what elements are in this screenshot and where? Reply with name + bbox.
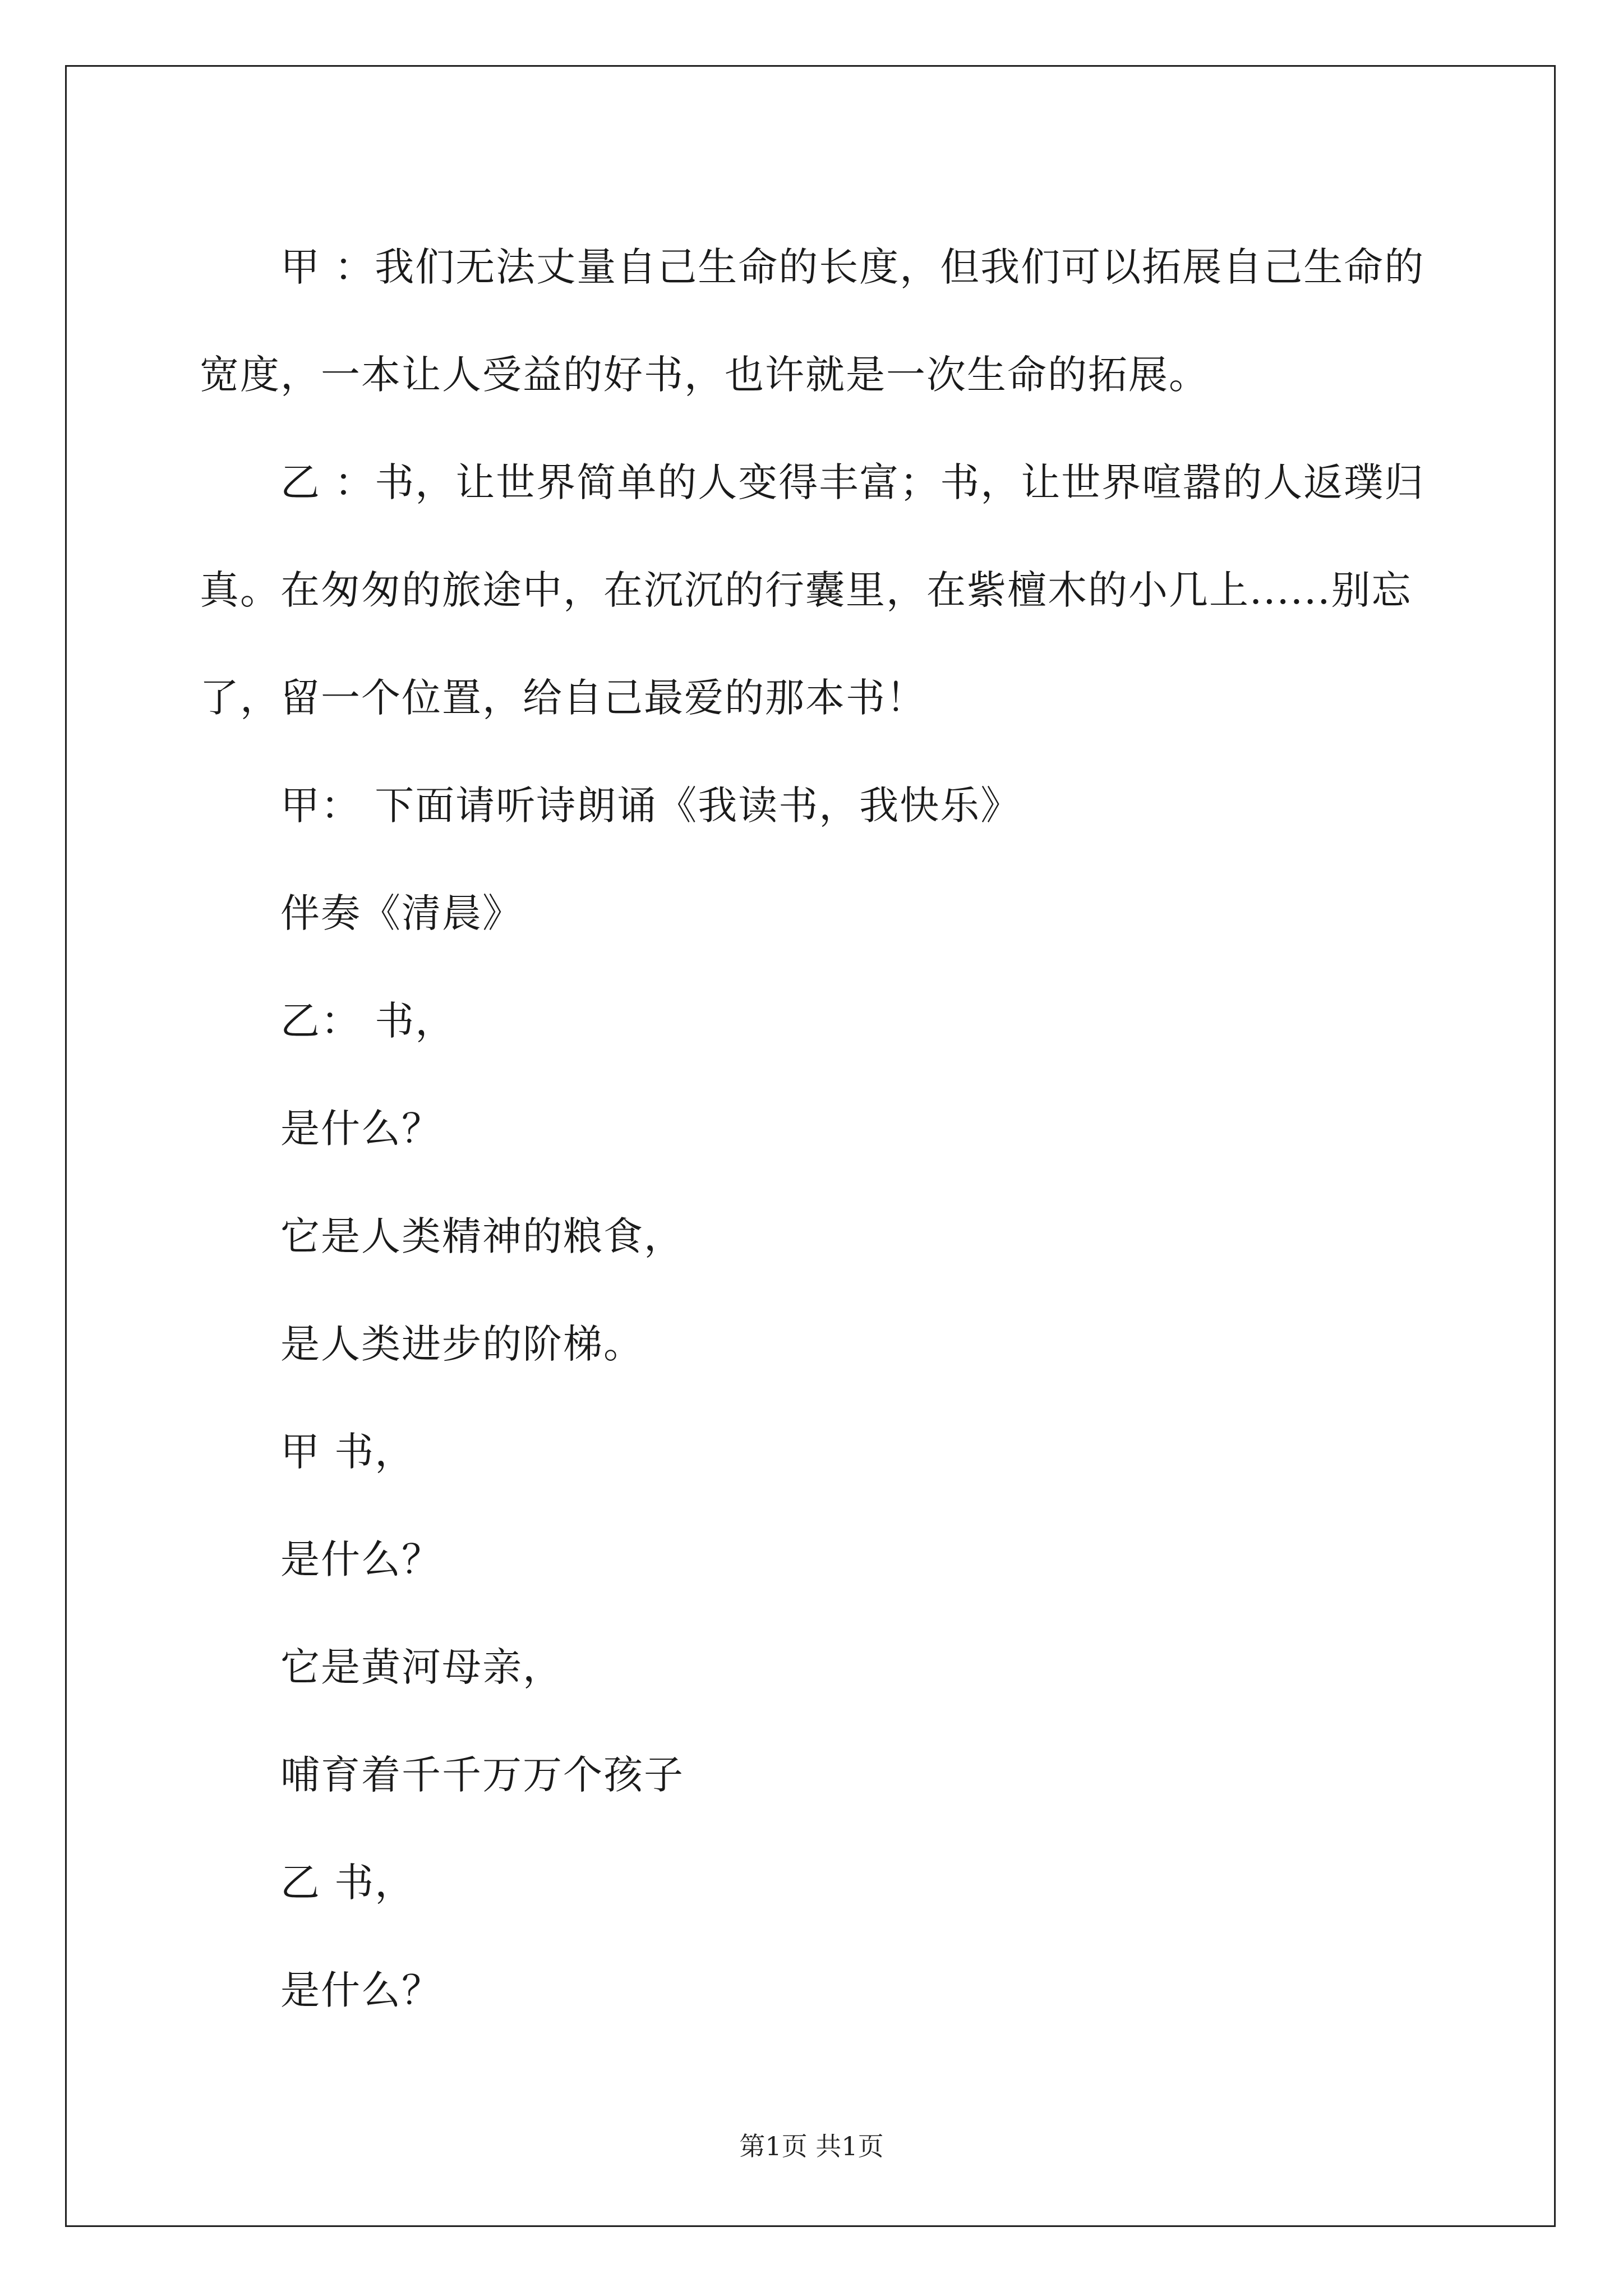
text-line: 甲 书， bbox=[280, 1429, 416, 1475]
text-line: 是什么？ bbox=[280, 1106, 442, 1152]
text-line: 乙： 书， bbox=[280, 998, 456, 1044]
page-footer: 第1页 共1页 bbox=[739, 2131, 884, 2161]
text-line: 哺育着千千万万个孩子 bbox=[280, 1752, 684, 1798]
paragraph-jia-opening: 甲 ：我们无法丈量自己生命的长度，但我们可以拓展自己生命的宽度，一本让人受益的好书，也许就是一次生命的拓展。 bbox=[200, 244, 1425, 398]
text-line: 是人类进步的阶梯。 bbox=[280, 1321, 644, 1367]
text-line: 它是黄河母亲， bbox=[280, 1644, 563, 1690]
text-line: 乙 书， bbox=[280, 1860, 416, 1906]
paragraph-yi-opening: 乙 ：书，让世界简单的人变得丰富；书，让世界喧嚣的人返璞归真。在匆匆的旅途中，在沉沉的行囊里，在紫檀木的小几上......别忘了，留一个位置，给自己最爱的那本书！ bbox=[200, 459, 1425, 721]
text-line: 伴奏《清晨》 bbox=[280, 890, 523, 936]
text-line: 是什么？ bbox=[280, 1536, 442, 1582]
text-line: 是什么？ bbox=[280, 1967, 442, 2013]
text-line: 甲： 下面请听诗朗诵《我读书，我快乐》 bbox=[280, 783, 1021, 829]
text-line: 它是人类精神的粮食， bbox=[280, 1213, 684, 1259]
document-body bbox=[200, 213, 1429, 2044]
